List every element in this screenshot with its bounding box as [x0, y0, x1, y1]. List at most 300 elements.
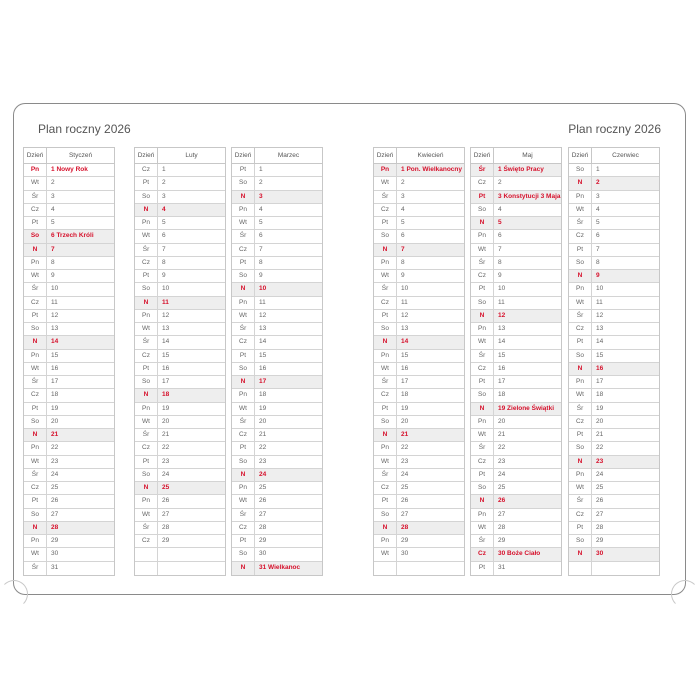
weekday-abbrev: Pt [471, 562, 494, 575]
day-row [569, 548, 659, 561]
day-number: 23 [401, 457, 409, 465]
page-corner-curve [0, 580, 28, 608]
weekday-abbrev: Pt [135, 177, 158, 189]
day-column-header: Dzień [232, 148, 255, 163]
day-entry [255, 336, 322, 348]
day-entry [397, 548, 464, 560]
weekday-abbrev: N [569, 456, 592, 468]
day-entry [592, 230, 659, 242]
day-entry [255, 522, 322, 534]
weekday-abbrev: Śr [374, 469, 397, 481]
weekday-abbrev: Wt [24, 363, 47, 375]
day-number: 19 [401, 404, 409, 412]
day-number: 26 [401, 497, 409, 505]
day-entry [397, 191, 464, 203]
day-row [135, 204, 225, 217]
day-entry [494, 177, 561, 189]
weekday-abbrev: Śr [24, 469, 47, 481]
day-row [471, 217, 561, 230]
weekday-abbrev: Pn [569, 283, 592, 295]
day-row [471, 164, 561, 177]
day-number: 7 [51, 245, 55, 253]
day-entry [397, 522, 464, 534]
day-number: 26 [596, 497, 604, 505]
weekday-abbrev: Pn [135, 495, 158, 507]
day-entry [494, 482, 561, 494]
day-entry [255, 217, 322, 229]
day-row [24, 416, 114, 429]
weekday-abbrev: Wt [569, 482, 592, 494]
day-number: 13 [162, 325, 170, 332]
month-name: Styczeń [68, 152, 93, 159]
weekday-abbrev: N [374, 244, 397, 256]
day-number: 14 [498, 338, 506, 346]
day-row [374, 522, 464, 535]
day-entry [158, 535, 225, 547]
weekday-abbrev: So [569, 442, 592, 454]
day-row [374, 350, 464, 363]
day-number: 18 [596, 391, 604, 399]
weekday-abbrev: So [135, 376, 158, 388]
day-number: 8 [51, 258, 55, 266]
day-row [471, 562, 561, 575]
day-row [374, 403, 464, 416]
day-row [471, 257, 561, 270]
day-entry [47, 336, 114, 348]
day-number: 3 [596, 192, 600, 200]
weekday-abbrev: Pt [374, 310, 397, 322]
day-row [569, 522, 659, 535]
weekday-abbrev: N [232, 376, 255, 388]
day-entry [255, 482, 322, 494]
day-row [24, 350, 114, 363]
day-entry [47, 363, 114, 375]
day-number: 14 [162, 338, 170, 346]
day-row [471, 469, 561, 482]
day-row [232, 403, 322, 416]
day-row [135, 244, 225, 257]
day-row [24, 509, 114, 522]
day-row [24, 522, 114, 535]
day-row [471, 191, 561, 204]
day-row [569, 204, 659, 217]
weekday-abbrev: Pt [569, 244, 592, 256]
weekday-abbrev: Śr [135, 336, 158, 348]
day-entry [592, 509, 659, 521]
day-entry [158, 297, 225, 309]
day-number: 16 [162, 364, 170, 372]
day-entry [592, 191, 659, 203]
day-number: 10 [498, 285, 506, 293]
weekday-abbrev: Wt [135, 416, 158, 428]
day-number: 3 [259, 192, 263, 200]
weekday-abbrev: Pn [135, 403, 158, 415]
day-number: 16 [498, 364, 506, 372]
weekday-abbrev: Wt [24, 456, 47, 468]
day-row [135, 336, 225, 349]
day-row [471, 310, 561, 323]
weekday-abbrev: N [232, 283, 255, 295]
day-row [232, 257, 322, 270]
day-number: 9 [259, 272, 263, 279]
weekday-abbrev: Pn [569, 469, 592, 481]
day-entry [255, 548, 322, 560]
day-entry [47, 522, 114, 534]
day-number: 15 [498, 351, 506, 359]
day-number: 24 [259, 470, 267, 478]
day-entry [47, 376, 114, 388]
day-entry [592, 164, 659, 176]
day-number: 20 [401, 417, 409, 425]
holiday-label: Święto Pracy [503, 166, 544, 173]
weekday-abbrev: Pn [232, 389, 255, 401]
day-row [24, 442, 114, 455]
weekday-abbrev: Pn [24, 442, 47, 454]
day-entry [494, 164, 561, 176]
weekday-abbrev: So [569, 535, 592, 547]
day-entry [158, 257, 225, 269]
day-row [374, 482, 464, 495]
day-row [471, 495, 561, 508]
weekday-abbrev: Wt [569, 204, 592, 216]
weekday-abbrev: Cz [569, 509, 592, 521]
day-number: 26 [259, 497, 267, 505]
weekday-abbrev: So [471, 204, 494, 216]
weekday-abbrev: N [24, 244, 47, 256]
day-row [232, 562, 322, 575]
day-entry [158, 350, 225, 362]
day-row [471, 297, 561, 310]
day-number: 6 [596, 232, 600, 240]
day-number: 1 [51, 166, 55, 173]
day-row [232, 389, 322, 402]
day-number: 16 [596, 364, 604, 372]
day-number: 13 [51, 325, 59, 332]
month-header [135, 148, 225, 164]
day-number: 27 [401, 510, 409, 518]
weekday-abbrev: Cz [374, 204, 397, 216]
weekday-abbrev: Wt [135, 230, 158, 242]
day-number: 4 [596, 205, 600, 213]
day-entry [158, 270, 225, 282]
day-number: 23 [162, 457, 170, 465]
day-entry [158, 376, 225, 388]
weekday-abbrev: Pt [471, 376, 494, 388]
weekday-abbrev: Pt [374, 403, 397, 415]
day-entry [255, 389, 322, 401]
day-entry [397, 363, 464, 375]
day-row [569, 191, 659, 204]
day-entry [592, 389, 659, 401]
weekday-abbrev: So [232, 456, 255, 468]
weekday-abbrev: Cz [374, 482, 397, 494]
weekday-abbrev: N [374, 336, 397, 348]
day-number: 24 [162, 470, 170, 478]
day-number: 27 [498, 510, 506, 518]
day-entry [592, 283, 659, 295]
day-entry [397, 204, 464, 216]
month-column-styczen [23, 147, 115, 576]
day-number: 15 [162, 351, 170, 359]
day-entry [47, 244, 114, 256]
day-row [569, 562, 659, 575]
weekday-abbrev: So [24, 416, 47, 428]
day-row [135, 456, 225, 469]
weekday-abbrev: N [24, 522, 47, 534]
day-row [471, 363, 561, 376]
day-number: 18 [51, 391, 59, 399]
day-row [232, 350, 322, 363]
month-column-maj [470, 147, 562, 576]
weekday-abbrev: Wt [374, 456, 397, 468]
weekday-abbrev: Wt [24, 548, 47, 560]
weekday-abbrev: Pt [24, 403, 47, 415]
month-header [569, 148, 659, 164]
day-number: 29 [259, 537, 267, 544]
holiday-label: Nowy Rok [56, 166, 88, 173]
weekday-abbrev: Cz [471, 177, 494, 189]
day-entry [397, 495, 464, 507]
day-number: 27 [162, 510, 170, 518]
day-entry [397, 244, 464, 256]
day-row [471, 323, 561, 336]
day-number: 18 [259, 391, 267, 399]
day-entry [158, 283, 225, 295]
day-entry [47, 482, 114, 494]
day-row [135, 164, 225, 177]
day-entry [494, 310, 561, 322]
day-entry [494, 522, 561, 534]
day-row [374, 177, 464, 190]
month-header [374, 148, 464, 164]
day-row [471, 482, 561, 495]
day-entry [255, 509, 322, 521]
day-entry [397, 350, 464, 362]
weekday-abbrev: Pt [232, 535, 255, 547]
day-number: 2 [162, 179, 166, 187]
day-entry [397, 257, 464, 269]
weekday-abbrev: Pn [374, 164, 397, 176]
weekday-abbrev: Pn [24, 257, 47, 269]
weekday-abbrev: N [135, 204, 158, 216]
weekday-abbrev: Śr [24, 376, 47, 388]
day-row [569, 469, 659, 482]
day-entry [397, 217, 464, 229]
day-number: 7 [401, 245, 405, 253]
weekday-abbrev: Wt [471, 522, 494, 534]
page-corner-curve [671, 580, 699, 608]
day-number: 17 [259, 378, 267, 385]
day-row [135, 350, 225, 363]
day-number: 25 [51, 484, 59, 491]
weekday-abbrev: Cz [471, 548, 494, 560]
weekday-abbrev: So [471, 389, 494, 401]
day-entry [255, 230, 322, 242]
day-number: 6 [401, 232, 405, 240]
day-row [24, 191, 114, 204]
day-entry [397, 376, 464, 388]
day-number: 28 [162, 523, 170, 531]
day-row [569, 164, 659, 177]
day-row [471, 548, 561, 561]
day-row [24, 323, 114, 336]
day-entry [158, 456, 225, 468]
weekday-abbrev: Pt [569, 336, 592, 348]
weekday-abbrev: So [569, 164, 592, 176]
day-number: 30 [259, 550, 267, 558]
day-entry [255, 562, 322, 575]
weekday-abbrev [374, 562, 397, 575]
day-entry [255, 442, 322, 454]
day-entry [397, 177, 464, 189]
day-entry [592, 323, 659, 335]
day-entry [592, 177, 659, 189]
day-number: 16 [401, 364, 409, 372]
day-row [135, 376, 225, 389]
weekday-abbrev: So [24, 323, 47, 335]
day-row [135, 442, 225, 455]
right-page [349, 103, 686, 595]
day-row [24, 363, 114, 376]
day-row [135, 509, 225, 522]
day-entry [592, 336, 659, 348]
holiday-label: Trzech Króli [56, 232, 94, 240]
day-row [232, 548, 322, 561]
weekday-abbrev: Wt [374, 177, 397, 189]
day-number: 20 [162, 417, 170, 425]
day-number: 4 [498, 205, 502, 213]
weekday-abbrev: N [232, 469, 255, 481]
weekday-abbrev: So [374, 416, 397, 428]
left-page [13, 103, 350, 595]
day-number: 10 [51, 285, 59, 293]
day-entry [397, 164, 464, 176]
day-entry [397, 230, 464, 242]
day-row [135, 562, 225, 575]
day-entry [494, 509, 561, 521]
day-row [374, 562, 464, 575]
weekday-abbrev: N [374, 522, 397, 534]
holiday-label: Pon. Wielkanocny [406, 166, 463, 173]
day-row [232, 164, 322, 177]
weekday-abbrev: Pt [471, 283, 494, 295]
day-row [374, 336, 464, 349]
weekday-abbrev: Pt [135, 456, 158, 468]
day-number: 17 [51, 378, 59, 385]
day-number: 6 [51, 232, 55, 240]
day-entry [592, 310, 659, 322]
day-row [471, 403, 561, 416]
day-row [471, 456, 561, 469]
day-number: 19 [259, 404, 267, 412]
day-row [569, 482, 659, 495]
day-number: 5 [162, 219, 166, 226]
day-entry [397, 429, 464, 441]
weekday-abbrev: So [232, 548, 255, 560]
weekday-abbrev: Wt [471, 244, 494, 256]
day-number: 29 [51, 537, 59, 544]
day-number: 9 [51, 272, 55, 279]
day-row [471, 522, 561, 535]
weekday-abbrev: Śr [135, 244, 158, 256]
day-entry [158, 244, 225, 256]
day-row [135, 323, 225, 336]
day-entry [494, 230, 561, 242]
day-row [24, 297, 114, 310]
day-number: 8 [498, 258, 502, 266]
day-entry [592, 403, 659, 415]
day-number: 10 [596, 285, 604, 293]
day-entry [47, 204, 114, 216]
day-number: 15 [596, 351, 604, 359]
day-number: 28 [498, 523, 506, 531]
day-row [374, 456, 464, 469]
day-number: 5 [259, 219, 263, 226]
weekday-abbrev: Pt [569, 429, 592, 441]
day-entry [255, 164, 322, 176]
weekday-abbrev: N [135, 389, 158, 401]
day-number: 27 [259, 510, 267, 518]
day-number: 28 [401, 523, 409, 531]
day-number: 8 [259, 258, 263, 266]
day-number: 31 [51, 563, 59, 571]
day-row [24, 548, 114, 561]
weekday-abbrev: N [471, 403, 494, 415]
day-entry [397, 442, 464, 454]
day-entry [158, 363, 225, 375]
day-entry [47, 191, 114, 203]
weekday-abbrev: Śr [24, 191, 47, 203]
day-number: 2 [51, 179, 55, 187]
day-row [135, 257, 225, 270]
day-number: 13 [596, 325, 604, 332]
day-number: 12 [498, 311, 506, 319]
day-row [232, 429, 322, 442]
month-header [232, 148, 322, 164]
day-row [374, 535, 464, 548]
day-row [374, 310, 464, 323]
day-row [135, 482, 225, 495]
day-row [135, 469, 225, 482]
day-row [569, 535, 659, 548]
day-row [24, 403, 114, 416]
day-row [374, 204, 464, 217]
day-number: 2 [401, 179, 405, 187]
day-number: 5 [498, 219, 502, 226]
day-entry [592, 535, 659, 547]
day-number: 7 [596, 245, 600, 253]
day-number: 25 [162, 484, 170, 491]
day-number: 17 [162, 378, 170, 385]
day-row [135, 389, 225, 402]
weekday-abbrev: So [374, 230, 397, 242]
day-entry [47, 456, 114, 468]
day-entry [397, 283, 464, 295]
weekday-abbrev: N [24, 336, 47, 348]
day-entry [494, 562, 561, 575]
day-number: 4 [162, 205, 166, 213]
weekday-abbrev: Cz [471, 270, 494, 282]
weekday-abbrev: N [569, 177, 592, 189]
day-entry [47, 310, 114, 322]
weekday-abbrev: Pn [135, 310, 158, 322]
day-number: 25 [259, 484, 267, 491]
day-number: 15 [401, 351, 409, 359]
day-entry [47, 548, 114, 560]
weekday-abbrev: Śr [232, 416, 255, 428]
day-number: 11 [259, 298, 266, 306]
day-number: 5 [401, 219, 405, 226]
